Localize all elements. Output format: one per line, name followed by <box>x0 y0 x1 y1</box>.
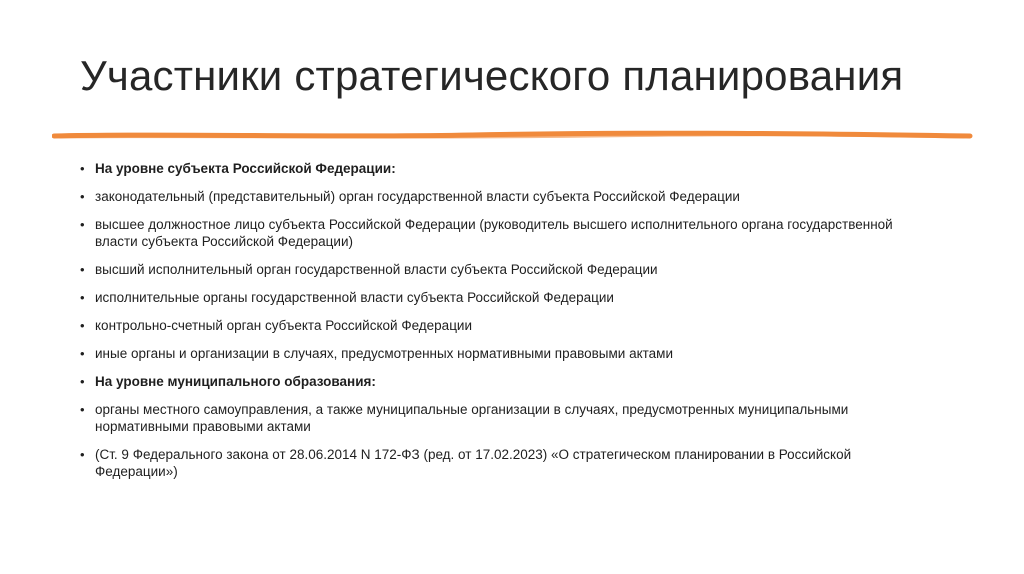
list-item <box>80 317 930 334</box>
list-item <box>80 188 930 205</box>
list-item-text: На уровне субъекта Российской Федерации: <box>95 161 396 176</box>
list-item <box>80 216 930 250</box>
list-item-text: высший исполнительный орган государственной власти субъекта Российской Федерации <box>95 262 658 277</box>
list-item-text: (Ст. 9 Федерального закона от 28.06.2014 N 172-ФЗ (ред. от 17.02.2023) «О стратегическом планировании в Российской Федерации») <box>95 447 852 479</box>
list-item-text: органы местного самоуправления, а также муниципальные организации в случаях, предусмотренных муниципальными нормативными правовыми актами <box>95 402 849 434</box>
bullet-icon: • <box>80 217 85 232</box>
list-item <box>80 345 930 362</box>
section-heading-item <box>80 373 930 390</box>
list-item-text: иные органы и организации в случаях, предусмотренных нормативными правовыми актами <box>95 346 674 361</box>
bullet-icon: • <box>80 290 85 305</box>
list-item <box>80 289 930 306</box>
list-item-text: законодательный (представительный) орган государственной власти субъекта Российской Федерации <box>95 189 740 204</box>
list-item <box>80 401 930 435</box>
bullet-icon: • <box>80 402 85 417</box>
list-item-text: исполнительные органы государственной власти субъекта Российской Федерации <box>95 290 614 305</box>
bullet-icon: • <box>80 262 85 277</box>
bullet-icon: • <box>80 346 85 361</box>
bullet-icon: • <box>80 374 85 389</box>
title-underline <box>52 128 974 144</box>
list-item <box>80 446 930 480</box>
slide-title: Участники стратегического планирования <box>80 52 904 99</box>
list-item-text: контрольно-счетный орган субъекта Российской Федерации <box>95 318 473 333</box>
bullet-icon: • <box>80 161 85 176</box>
list-item-text: высшее должностное лицо субъекта Российской Федерации (руководитель высшего исполнительного органа государственной власти субъекта Российской Федерации) <box>95 217 893 249</box>
bullet-icon: • <box>80 447 85 462</box>
section-heading-item <box>80 160 930 177</box>
bullet-icon: • <box>80 318 85 333</box>
list-item <box>80 261 930 278</box>
list-item-text: На уровне муниципального образования: <box>95 374 376 389</box>
bullet-icon: • <box>80 189 85 204</box>
bullet-list <box>80 160 930 491</box>
